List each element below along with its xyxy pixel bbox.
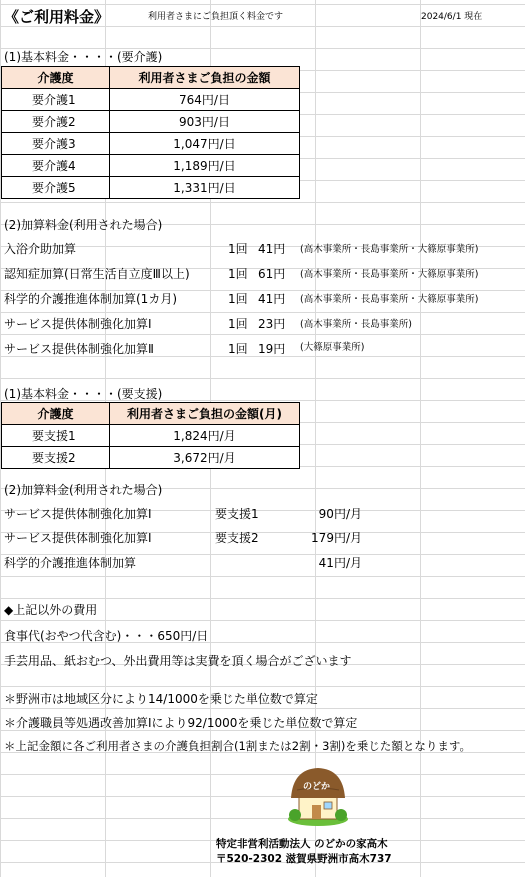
care-amount-cell: 1,331円/日: [110, 177, 300, 199]
table-row: [2, 177, 300, 199]
house-door: [312, 805, 321, 819]
house-logo-icon: [283, 765, 353, 827]
house-window: [324, 802, 332, 809]
addon-count: 1回: [228, 342, 248, 356]
support-addon-amount: 90円/月: [318, 507, 362, 521]
table-row: [2, 155, 300, 177]
addon-name: サービス提供体制強化加算Ⅰ: [4, 317, 152, 331]
table-header-row: [2, 403, 300, 425]
support-level-cell: 要支援2: [2, 447, 110, 469]
addon-count: 1回: [228, 267, 248, 281]
addon-name: サービス提供体制強化加算Ⅱ: [4, 342, 154, 356]
support-fee-table: [1, 402, 300, 469]
column-header-amount: 利用者さまご負担の金額: [110, 67, 300, 89]
effective-date: 2024/6/1 現在: [421, 12, 483, 22]
support-amount-cell: 1,824円/月: [110, 425, 300, 447]
nodoka-logo: [283, 765, 353, 827]
care-amount-cell: 1,189円/日: [110, 155, 300, 177]
addon-amount: 61円: [258, 267, 286, 281]
support-amount-cell: 3,672円/月: [110, 447, 300, 469]
support-basic-title: (1)基本料金・・・・(要支援): [4, 387, 163, 401]
care-amount-cell: 1,047円/日: [110, 133, 300, 155]
column-header-level: 介護度: [2, 67, 110, 89]
addon-name: 科学的介護推進体制加算(1カ月): [4, 292, 177, 306]
copay-ratio-note: ＊上記金額に各ご利用者さまの介護負担割合(1割または2割・3割)を乗じた額となります。: [4, 739, 471, 753]
addon-amount: 23円: [258, 317, 286, 331]
care-amount-cell: 903円/日: [110, 111, 300, 133]
care-level-cell: 要介護3: [2, 133, 110, 155]
support-addon-name: サービス提供体制強化加算Ⅰ: [4, 531, 152, 545]
addon-note: (高木事業所・長島事業所・大篠原事業所): [300, 244, 479, 255]
addon-name: 認知症加算(日常生活自立度Ⅲ以上): [4, 267, 190, 281]
care-level-cell: 要介護2: [2, 111, 110, 133]
page-subtitle: 利用者さまにご負担頂く料金です: [148, 12, 284, 22]
table-row: [2, 89, 300, 111]
addon-amount: 41円: [258, 242, 286, 256]
care-basic-title: (1)基本料金・・・・(要介護): [4, 50, 163, 64]
addon-amount: 19円: [258, 342, 286, 356]
treatment-improvement-note: ＊介護職員等処遇改善加算Ⅰにより92/1000を乗じた単位数で算定: [4, 716, 358, 730]
bush-right: [335, 809, 347, 821]
support-addon-name: 科学的介護推進体制加算: [4, 556, 137, 570]
addon-count: 1回: [228, 292, 248, 306]
regional-note: ＊野洲市は地域区分により14/1000を乗じた単位数で算定: [4, 692, 318, 706]
support-addon-amount: 41円/月: [318, 556, 362, 570]
support-addon-level: 要支援1: [215, 507, 259, 521]
table-row: [2, 447, 300, 469]
addon-note: (高木事業所・長島事業所・大篠原事業所): [300, 269, 479, 280]
care-amount-cell: 764円/日: [110, 89, 300, 111]
table-row: [2, 111, 300, 133]
support-addon-name: サービス提供体制強化加算Ⅰ: [4, 507, 152, 521]
support-addon-level: 要支援2: [215, 531, 259, 545]
organization-address: 〒520-2302 滋賀県野洲市高木737: [216, 853, 392, 865]
addon-amount: 41円: [258, 292, 286, 306]
addon-note: (高木事業所・長島事業所・大篠原事業所): [300, 294, 479, 305]
meal-cost: 食事代(おやつ代含む)・・・650円/日: [4, 629, 209, 643]
care-level-cell: 要介護1: [2, 89, 110, 111]
page-title: 《ご利用料金》: [4, 8, 110, 26]
table-header-row: [2, 67, 300, 89]
addon-note: (大篠原事業所): [300, 342, 365, 353]
table-row: [2, 425, 300, 447]
addon-count: 1回: [228, 242, 248, 256]
extra-costs-note: 手芸用品、紙おむつ、外出費用等は実費を頂く場合がございます: [4, 654, 352, 668]
care-level-cell: 要介護5: [2, 177, 110, 199]
column-header-level: 介護度: [2, 403, 110, 425]
support-level-cell: 要支援1: [2, 425, 110, 447]
addon-count: 1回: [228, 317, 248, 331]
logo-text: のどか: [303, 782, 331, 792]
bush-left: [289, 809, 301, 821]
support-addons-title: (2)加算料金(利用された場合): [4, 483, 163, 497]
care-fee-table: [1, 66, 300, 199]
care-level-cell: 要介護4: [2, 155, 110, 177]
care-addons-title: (2)加算料金(利用された場合): [4, 218, 163, 232]
support-addon-amount: 179円/月: [311, 531, 362, 545]
other-costs-title: ◆上記以外の費用: [4, 603, 98, 617]
column-header-amount: 利用者さまご負担の金額(月): [110, 403, 300, 425]
addon-name: 入浴介助加算: [4, 242, 77, 256]
organization-name: 特定非営利活動法人 のどかの家高木: [216, 838, 388, 850]
addon-note: (高木事業所・長島事業所): [300, 319, 412, 330]
table-row: [2, 133, 300, 155]
